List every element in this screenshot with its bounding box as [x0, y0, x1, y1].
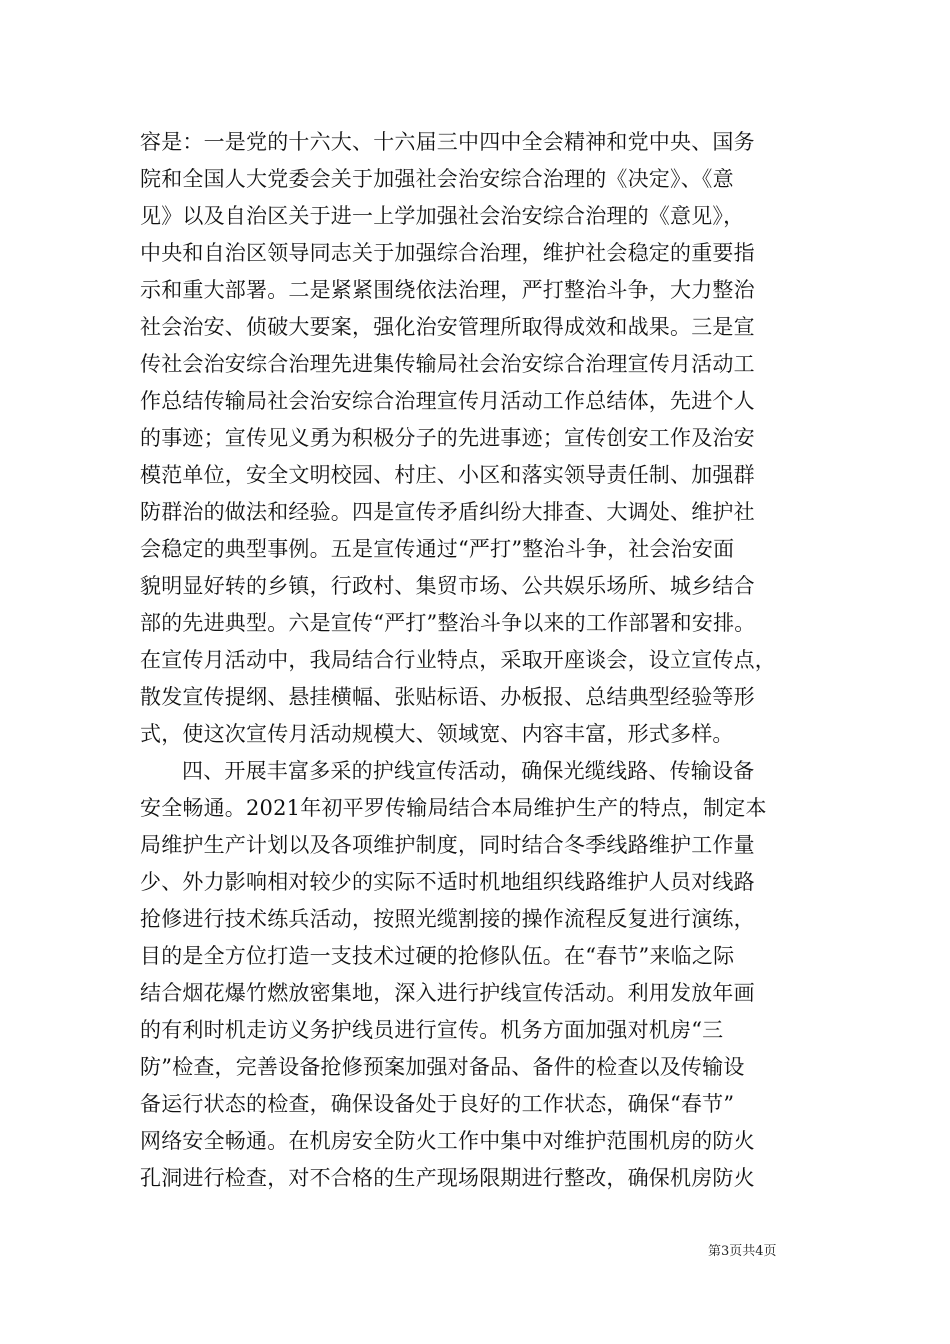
text-line: 少、外力影响相对较少的实际不适时机地组织线路维护人员对线路	[140, 870, 755, 894]
text-line: 会稳定的典型事例。五是宣传通过“严打”整治斗争，社会治安面	[140, 537, 735, 561]
text-line: 抢修进行技术练兵活动，按照光缆割接的操作流程反复进行演练，	[140, 907, 755, 931]
text-line: 式，使这次宣传月活动规模大、领域宽、内容丰富，形式多样。	[140, 722, 734, 746]
text-line: 局维护生产计划以及各项维护制度，同时结合冬季线路维护工作量	[140, 833, 755, 857]
text-line: 备运行状态的检查，确保设备处于良好的工作状态，确保“春节”	[140, 1092, 735, 1116]
text-line: 防群治的做法和经验。四是宣传矛盾纠纷大排查、大调处、维护社	[140, 500, 755, 524]
text-line: 示和重大部署。二是紧紧围绕依法治理，严打整治斗争，大力整治	[140, 278, 755, 302]
text-line: 结合烟花爆竹燃放密集地，深入进行护线宣传活动。利用发放年画	[140, 981, 755, 1005]
text-line: 防”检查，完善设备抢修预案加强对备品、备件的检查以及传输设	[140, 1055, 745, 1079]
text-line: 传社会治安综合治理先进集传输局社会治安综合治理宣传月活动工	[140, 352, 755, 376]
text-line: 作总结传输局社会治安综合治理宣传月活动工作总结体，先进个人	[140, 389, 755, 413]
text-line: 安全畅通。2021年初平罗传输局结合本局维护生产的特点，制定本	[140, 796, 767, 820]
text-line: 目的是全方位打造一支技术过硬的抢修队伍。在“春节”来临之际	[140, 944, 735, 968]
text-line: 容是：一是党的十六大、十六届三中四中全会精神和党中央、国务	[140, 130, 755, 154]
text-line: 的有利时机走访义务护线员进行宣传。机务方面加强对机房“三	[140, 1018, 724, 1042]
text-line: 部的先进典型。六是宣传“严打”整治斗争以来的工作部署和安排。	[140, 611, 756, 635]
page-number-footer: 第3页共4页	[708, 1244, 777, 1259]
text-line: 社会治安、侦破大要案，强化治安管理所取得成效和战果。三是宣	[140, 315, 755, 339]
text-line: 中央和自治区领导同志关于加强综合治理，维护社会稳定的重要指	[140, 241, 755, 265]
text-line: 的事迹；宣传见义勇为积极分子的先进事迹；宣传创安工作及治安	[140, 426, 755, 450]
body-text	[140, 124, 830, 1197]
text-line: 院和全国人大党委会关于加强社会治安综合治理的《决定》、《意	[140, 167, 734, 191]
text-line: 孔洞进行检查，对不合格的生产现场限期进行整改，确保机房防火	[140, 1166, 755, 1190]
text-line: 散发宣传提纲、悬挂横幅、张贴标语、办板报、总结典型经验等形	[140, 685, 755, 709]
section-four-first-line: 四、开展丰富多采的护线宣传活动，确保光缆线路、传输设备	[182, 759, 755, 783]
text-line: 貌明显好转的乡镇，行政村、集贸市场、公共娱乐场所、城乡结合	[140, 574, 755, 598]
text-line: 在宣传月活动中，我局结合行业特点，采取开座谈会，设立宣传点，	[140, 648, 776, 672]
text-line: 模范单位，安全文明校园、村庄、小区和落实领导责任制、加强群	[140, 463, 755, 487]
text-line: 见》以及自治区关于进一上学加强社会治安综合治理的《意见》，	[140, 204, 745, 228]
text-line: 网络安全畅通。在机房安全防火工作中集中对维护范围机房的防火	[140, 1129, 755, 1153]
